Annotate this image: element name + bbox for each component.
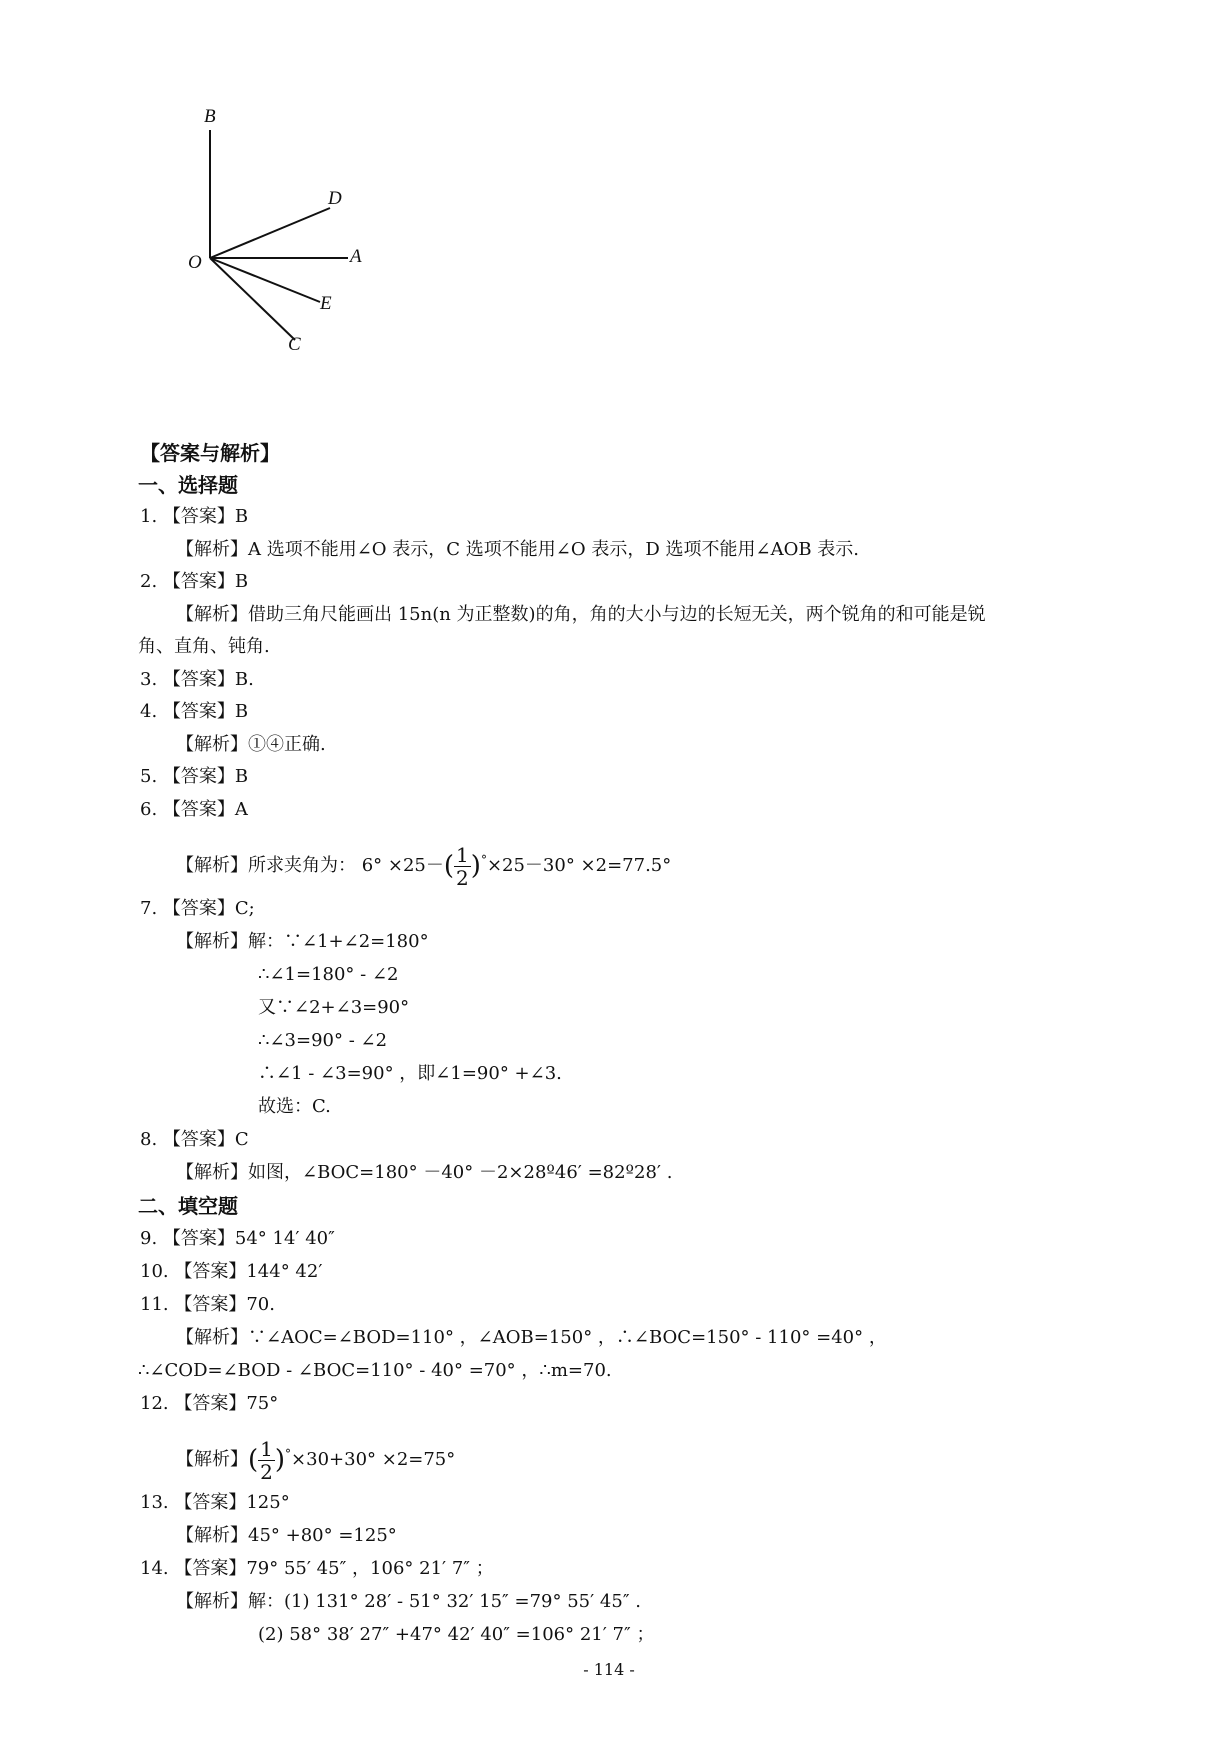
open-paren: ( <box>248 1445 259 1475</box>
fraction-denominator: 2 <box>456 865 469 890</box>
formula-suffix: ×30+30° ×2=75° <box>291 1449 456 1470</box>
close-paren: ) <box>470 851 481 881</box>
formula-prefix: 【解析】所求夹角为： 6° ×25－ <box>176 855 444 876</box>
answer-line: 11. 【答案】70. <box>140 1294 275 1315</box>
explanation-formula-line <box>176 1426 455 1488</box>
answer-line: 4. 【答案】B <box>140 701 249 722</box>
section-multiple-choice: 一、选择题 <box>138 473 238 497</box>
fraction-denominator: 2 <box>260 1459 273 1484</box>
answer-line: 13. 【答案】125° <box>140 1492 290 1513</box>
answer-line: 5. 【答案】B <box>140 766 249 787</box>
fraction-numerator: 1 <box>456 842 469 867</box>
explanation-formula-line <box>176 832 671 894</box>
open-paren: ( <box>443 851 455 881</box>
explanation-line: 【解析】解：∵∠1+∠2=180° <box>176 931 429 952</box>
angle-rays-drawing <box>180 110 400 400</box>
explanation-line: 【解析】①④正确. <box>176 734 326 755</box>
label-B: B <box>204 106 216 127</box>
explanation-line: 【解析】解：(1) 131° 28′ - 51° 32′ 15″ =79° 55′ 45″ . <box>176 1591 641 1612</box>
answers-heading: 【答案与解析】 <box>140 441 280 465</box>
ray-OD <box>210 208 330 258</box>
explanation-step: ∴∠1=180° - ∠2 <box>258 964 399 985</box>
answer-line: 3. 【答案】B. <box>140 669 254 690</box>
label-E: E <box>320 293 332 314</box>
explanation-step: (2) 58° 38′ 27″ +47° 42′ 40″ =106° 21′ 7″ ； <box>258 1624 655 1645</box>
explanation-line: 【解析】借助三角尺能画出 15n(n 为正整数)的角，角的大小与边的长短无关，两个锐角的和可能是锐 <box>176 604 986 625</box>
close-paren: ) <box>274 1445 286 1475</box>
fraction-one-half <box>454 844 471 889</box>
explanation-line: 【解析】A 选项不能用∠O 表示，C 选项不能用∠O 表示，D 选项不能用∠AOB 表示. <box>176 539 859 560</box>
label-C: C <box>288 334 301 355</box>
formula-suffix: ×25－30° ×2=77.5° <box>486 855 672 876</box>
explanation-step: 又∵∠2+∠3=90° <box>258 997 410 1018</box>
explanation-step: 故选：C. <box>258 1096 331 1117</box>
answer-line: 14. 【答案】79° 55′ 45″ ，106° 21′ 7″ ； <box>140 1558 494 1579</box>
answer-line: 12. 【答案】75° <box>140 1393 279 1414</box>
page-number: - 114 - <box>583 1660 635 1679</box>
ray-OE <box>210 258 320 302</box>
label-D: D <box>328 188 342 209</box>
explanation-line: 【解析】∵∠AOC=∠BOD=110° ，∠AOB=150° ，∴∠BOC=150° - 110° =40° ， <box>176 1327 887 1348</box>
fraction-numerator: 1 <box>260 1436 273 1461</box>
degree-superscript: ° <box>285 1447 292 1461</box>
answer-line: 1. 【答案】B <box>140 506 249 527</box>
answer-line: 7. 【答案】C; <box>140 898 255 919</box>
explanation-step: ∴∠3=90° - ∠2 <box>258 1030 388 1051</box>
answer-line: 8. 【答案】C <box>140 1129 249 1150</box>
section-fill-blank: 二、填空题 <box>138 1194 238 1218</box>
explanation-line: 【解析】如图，∠BOC=180° －40° －2×28º46′ =82º28′ . <box>176 1162 673 1183</box>
angle-figure <box>180 106 400 400</box>
explanation-line: ∴∠COD=∠BOD - ∠BOC=110° - 40° =70° ，∴m=70. <box>138 1360 612 1381</box>
ray-OC <box>210 258 295 340</box>
label-O: O <box>188 252 202 273</box>
formula-prefix: 【解析】 <box>176 1449 248 1470</box>
label-A: A <box>350 246 362 267</box>
answer-line: 2. 【答案】B <box>140 571 249 592</box>
answer-line: 6. 【答案】A <box>140 799 248 820</box>
fraction-one-half <box>258 1438 275 1483</box>
answer-line: 10. 【答案】144° 42′ <box>140 1261 323 1282</box>
answer-line: 9. 【答案】54° 14′ 40″ <box>140 1228 335 1249</box>
degree-superscript: ° <box>480 853 487 867</box>
explanation-line: 角、直角、钝角. <box>138 636 270 657</box>
explanation-step: ∴∠1 - ∠3=90° ，即∠1=90° +∠3. <box>258 1063 562 1084</box>
explanation-line: 【解析】45° +80° =125° <box>176 1525 397 1546</box>
